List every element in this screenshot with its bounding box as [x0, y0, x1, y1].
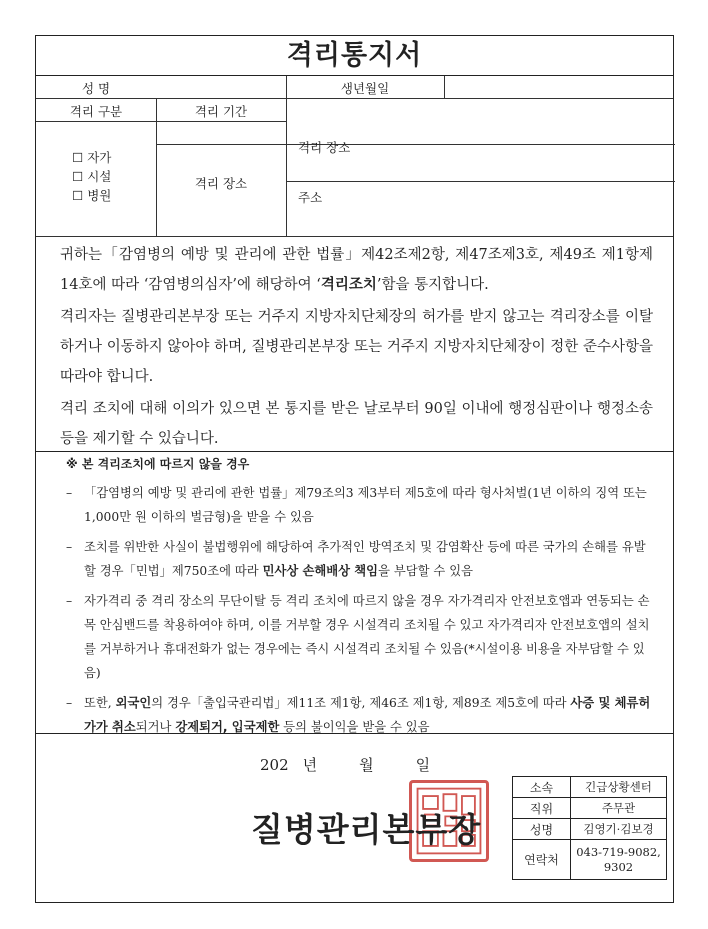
contact-table: [512, 776, 667, 880]
birth-label: 생년월일: [340, 81, 390, 96]
document-title: 격리통지서: [36, 36, 673, 76]
row-divider: [36, 98, 673, 99]
notice-paragraph: 격리자는 질병관리본부장 또는 거주지 지방자치단체장의 허가를 받지 않고는 격리장소를 이탈하거나 이동하지 않아야 하며, 질병관리본부장 또는 거주지 지방자치단체장이 정한 준수사항을 따라야 합니다.: [60, 309, 653, 385]
table-row: 연락처 043-719-9082, 9302: [513, 840, 667, 880]
option-hospital[interactable]: ☐ 병원: [72, 188, 112, 203]
table-row: 직위 주무관: [513, 798, 667, 819]
warning-item: – 조치를 위반한 사실이 불법행위에 해당하여 추가적인 방역조치 및 감염확산 등에 따른 국가의 손해를 유발할 경우「민법」제750조에 따라 민사상 손해배상 책임을 부담할 수 있음: [66, 540, 646, 578]
place-sub-label: 격리 장소: [298, 140, 351, 155]
notice-section: [36, 236, 673, 452]
option-facility[interactable]: ☐ 시설: [72, 169, 112, 184]
warning-title: ※ 본 격리조치에 따르지 않을 경우: [66, 457, 250, 471]
type-label: 격리 구분: [69, 104, 123, 119]
issue-date: 202 년 월 일: [260, 756, 431, 774]
address-label: 주소: [298, 190, 323, 205]
place-label: 격리 장소: [194, 176, 248, 191]
checkbox-icon[interactable]: ☐: [72, 169, 84, 184]
warning-item: – 자가격리 중 격리 장소의 무단이탈 등 격리 조치에 따르지 않을 경우 자가격리자 안전보호앱과 연동되는 손목 안심밴드를 착용하여야 하며, 이를 거부할 경우 시설격리 조치될 수 있고 자가격리자 안전보호앱의 설치를 거부하거나 휴대전화가 없는 경우에는 즉시 시설격리 조치될 수 있음(*시설이용 비용을 자부담할 수 있음): [66, 594, 650, 680]
table-row: 성명 김영기·김보경: [513, 819, 667, 840]
name-label: 성 명: [81, 81, 111, 96]
row-divider: [286, 181, 675, 182]
warning-item: – 「감염병의 예방 및 관리에 관한 법률」제79조의3 제3부터 제5호에 따라 형사처벌(1년 이하의 징역 또는 1,000만 원 이하의 벌금형)을 받을 수 있음: [66, 486, 647, 524]
checkbox-icon[interactable]: ☐: [72, 150, 84, 165]
col-divider: [444, 76, 445, 98]
period-label: 격리 기간: [194, 104, 248, 119]
row-divider: [36, 121, 286, 122]
notice-paragraph: 격리 조치에 대해 이의가 있으면 본 통지를 받은 날로부터 90일 이내에 행정심판이나 행정소송 등을 제기할 수 있습니다.: [60, 401, 653, 447]
row-divider: [156, 144, 675, 145]
col-divider: [286, 98, 287, 236]
notice-bold: 격리조치: [320, 277, 377, 293]
warning-section: [36, 452, 673, 734]
option-self[interactable]: ☐ 자가: [72, 150, 112, 165]
type-options: [72, 148, 111, 205]
notice-paragraph: 귀하는「감염병의 예방 및 관리에 관한 법률」제42조제2항, 제47조제3호, 제49조 제1항제14호에 따라 ‘감염병의심자’에 해당하여 ‘격리조치’함을 통지합니다.: [60, 247, 653, 293]
table-row: 소속 긴급상황센터: [513, 777, 667, 798]
issuer-name: 질병관리본부장: [251, 810, 482, 849]
document-frame: [35, 35, 674, 903]
warning-item: – 또한, 외국인의 경우「출입국관리법」제11조 제1항, 제46조 제1항, 제89조 제5호에 따라 사증 및 체류허가가 취소되거나 강제퇴거, 입국제한 등의 불이익을 받을 수 있음: [66, 696, 651, 734]
checkbox-icon[interactable]: ☐: [72, 188, 84, 203]
